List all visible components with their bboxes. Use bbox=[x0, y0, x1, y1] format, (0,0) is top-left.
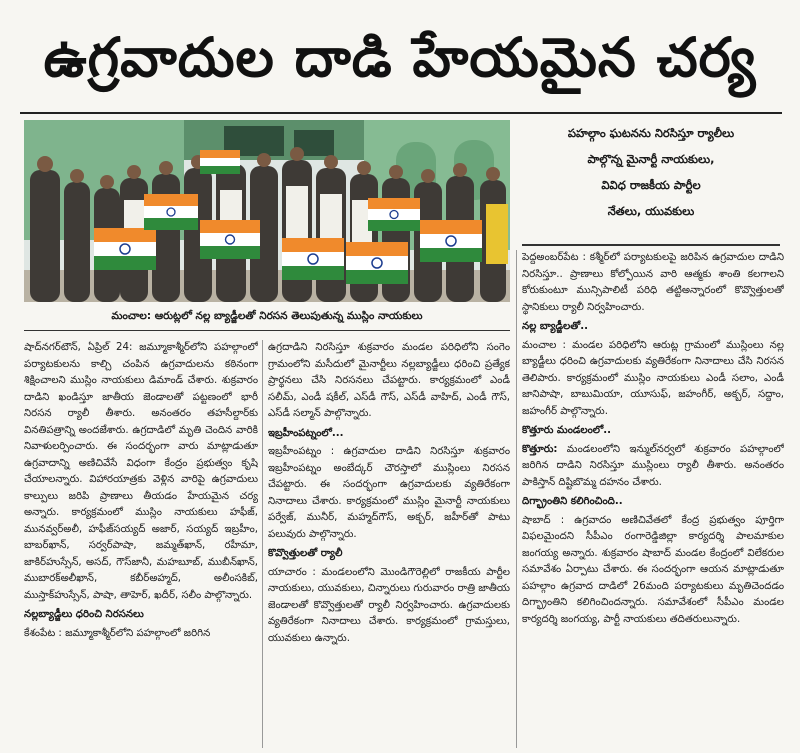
deck-line: పాల్గొన్న మైనార్టీ నాయకులు, bbox=[587, 152, 715, 166]
photo-caption: మంచాల: ఆరుట్లలో నల్ల బ్యాడ్జీలతో నిరసన తెలుపుతున్న ముస్లిం నాయకులు bbox=[111, 310, 423, 322]
deck-line: పహల్గాం ఘటనను నిరసిస్తూ ర్యాలీలు bbox=[567, 126, 735, 140]
subheading: నల్లబ్యాడ్జీలు ధరించి నిరసనలు bbox=[24, 609, 144, 620]
paragraph: షాద్‌నగర్‌టౌన్, ఏప్రిల్ 24: జమ్మూకాశ్మీర్‌లోని పహల్గాంలో పర్యాటకులను కాల్చి చంపిన ఉగ్రవాదులను కఠినంగా శిక్షించాలని ముస్లిం నాయకులు డిమాండ్ చేశారు. శుక్రవారం దాడిని ఖండిస్తూ జాతీయ జెండాలతో పట్టణంలో భారీ నిరసన ర్యాలీ తీశారు. అనంతరం తహసీల్దార్‌కు వినతిపత్రాన్ని అందజేశారు. ఉగ్రదాడిలో మృతి చెందిన వారికి నివాళులర్పించారు. ఈ సందర్భంగా వారు మాట్లాడుతూ ఉగ్రవాదాన్ని అణిచివేసే విధంగా కేంద్రం ప్రభుత్వం కృషి చేయాలన్నారు. విహారయాత్రకు వెళ్లిన వారిపై ఉగ్రవాదులు కాల్పులు జరిపి ప్రాణాలు తీయడం హేయమైన చర్య అన్నారు. కార్యక్రమంలో ముస్లిం నాయకులు హఫీజ్, మునవ్వర్‌అలీ, హఫీజ్‌సయ్యద్ అజార్, సయ్యద్ ఇబ్రహీం, బాబర్‌ఖాన్, సర్వర్‌పాషా, జమ్మత్‌ఖాన్, రహీమా, జాకిర్‌హుస్సేన్, అసద్, గౌస్‌జానీ, మహబూబ్, ముబీన్‌ఖాన్, ముబారక్‌అలీఖాన్, కబీర్‌అహ్మద్, అలీంసకిబ్, ముస్తాక్‌హుస్సేన్, పాషా, తాహెర్, ఖదీర్, సలీం పాల్గొన్నారు. bbox=[24, 342, 258, 601]
paragraph: మంచాల : మండల పరిధిలోని ఆరుట్ల గ్రామంలో ముస్లింలు నల్ల బ్యాడ్జీలు ధరించి ఉగ్రవాదులకు వ్యతిరేకంగా నినాదాలు చేసి నిరసన తెలిపారు. కార్యక్రమంలో ముస్లిం నాయకులు ఎండీ సలాం, ఎండీ జానిపాషా, బాబుమియా, యూసుఫ్, జహంగీర్, అక్బర్, సద్దాం, జహంగీర్ పాల్గొన్నారు. bbox=[522, 339, 784, 417]
deck-rule bbox=[522, 244, 780, 246]
subheading: కొత్తూరు మండలంలో.. bbox=[522, 425, 612, 436]
deck-line: వివిధ రాజకీయ పార్టీల bbox=[601, 178, 701, 192]
subheading: కొవ్వొత్తులతో ర్యాలీ bbox=[268, 548, 343, 559]
article-column-3 bbox=[522, 250, 784, 750]
paragraph-text: మండలంలోని ఇన్ముల్‌నర్వలో శుక్రవారం పహల్గాంలో జరిగిన దాడిని నిరసిస్తూ ముస్లింలు ర్యాలీ తీశారు. అనంతరం పాకిస్తాన్ దిష్టిబొమ్మ దహనం చేశారు. bbox=[522, 443, 784, 488]
article-column-1 bbox=[24, 340, 258, 750]
article-column-2 bbox=[268, 340, 510, 750]
dateline: కొత్తూరు: bbox=[522, 443, 558, 455]
paragraph: ఉగ్రదాడిని నిరసిస్తూ శుక్రవారం మండల పరిధిలోని సంగెం గ్రామంలోని మసీదులో మైనార్టీలు నల్లబ్యాడ్జీలు ధరించి ప్రత్యేక ప్రార్థనలు చేసి నిరసనలు చేపట్టారు. కార్యక్రమంలో ఎండీ సలీమ్, ఎండీ షకీల్, ఎస్‌డీ గౌస్, ఎస్‌డీ వాహిద్, ఎండీ గౌస్, ఎస్‌డీ సల్మాన్ పాల్గొన్నారు. bbox=[268, 342, 510, 419]
deck-summary bbox=[520, 120, 782, 240]
paragraph: కేశంపేట : జమ్మూకాశ్మీర్‌లోని పహల్గాంలో జరిగిన bbox=[24, 627, 211, 639]
column-divider bbox=[516, 250, 517, 748]
paragraph bbox=[522, 442, 784, 492]
caption-rule bbox=[24, 330, 510, 331]
paragraph: పెద్దఅంబర్‌పేట : కశ్మీర్‌లో పర్యాటకులపై జరిపిన ఉగ్రవాదుల దాడిని నిరసిస్తూ.. ప్రాణాలు కోల్పోయిన వారి ఆత్మకు శాంతి కలగాలని కోరుకుంటూ మున్సిపాలిటీ పరిధి తట్టిఅన్నారంలో కొవ్వొత్తులతో స్థానికులు ర్యాలీ నిర్వహించారు. bbox=[522, 252, 784, 313]
subheading: దిగ్భ్రాంతిని కలిగించింది.. bbox=[522, 496, 623, 507]
headline-rule bbox=[20, 112, 782, 114]
subheading: ఇబ్రహీంపట్నంలో... bbox=[268, 427, 344, 439]
subheading: నల్ల బ్యాడ్జీలతో.. bbox=[522, 321, 588, 332]
news-photo bbox=[24, 120, 510, 302]
column-divider bbox=[262, 340, 263, 748]
paragraph: షాబాద్ : ఉగ్రవాదం అణిచివేతలో కేంద్ర ప్రభుత్వం పూర్తిగా విఫలమైందని సీపీఎం రంగారెడ్డిజిల్లా కార్యదర్శి పాలమాకుల జంగయ్య అన్నారు. శుక్రవారం షాబాద్ మండల కేంద్రంలో విలేకరుల సమావేశం ఏర్పాటు చేశారు. ఈ సందర్భంగా ఆయన మాట్లాడుతూ పహల్గాం ఉగ్రవాద దాడిలో 26మంది పర్యాటకులు మృతిచెందడం దిగ్భ్రాంతిని కలిగించిందన్నారు. సమావేశంలో సీపీఎం మండల కార్యదర్శి జంగయ్య, పార్టీ నాయకులు తదితరులున్నారు. bbox=[522, 514, 784, 625]
paragraph: ఇబ్రహీంపట్నం : ఉగ్రవాదుల దాడిని నిరసిస్తూ శుక్రవారం ఇబ్రహీంపట్నం అంబేద్కర్ చౌరస్తాలో ముస్లింలు నిరసన చేపట్టారు. ఈ సందర్భంగా ఉగ్రవాదులకు వ్యతిరేకంగా నినాదాలు చేశారు. కార్యక్రమంలో ముస్లిం మైనార్టీ నాయకులు పర్వేజ్, మునీర్, మహ్మద్‌గౌస్, అక్బర్, జహీర్‌తో పాటు పలువురు పాల్గొన్నారు. bbox=[268, 446, 510, 540]
paragraph: యాచారం : మండలంలోని మొండిగౌరెల్లిలో రాజకీయ పార్టీల నాయకులు, యువకులు, చిన్నారులు గురువారం రాత్రి జాతీయ జెండాలతో కొవ్వొత్తులతో ర్యాలీ నిర్వహించారు. ఉగ్రవాదులకు వ్యతిరేకంగా నినాదాలు చేశారు. కార్యక్రమంలో గ్రామస్తులు, యువకులు ఉన్నారు. bbox=[268, 566, 510, 644]
headline: ఉగ్రవాదుల దాడి హేయమైన చర్య bbox=[43, 26, 757, 89]
deck-line: నేతలు, యువకులు bbox=[607, 204, 695, 218]
